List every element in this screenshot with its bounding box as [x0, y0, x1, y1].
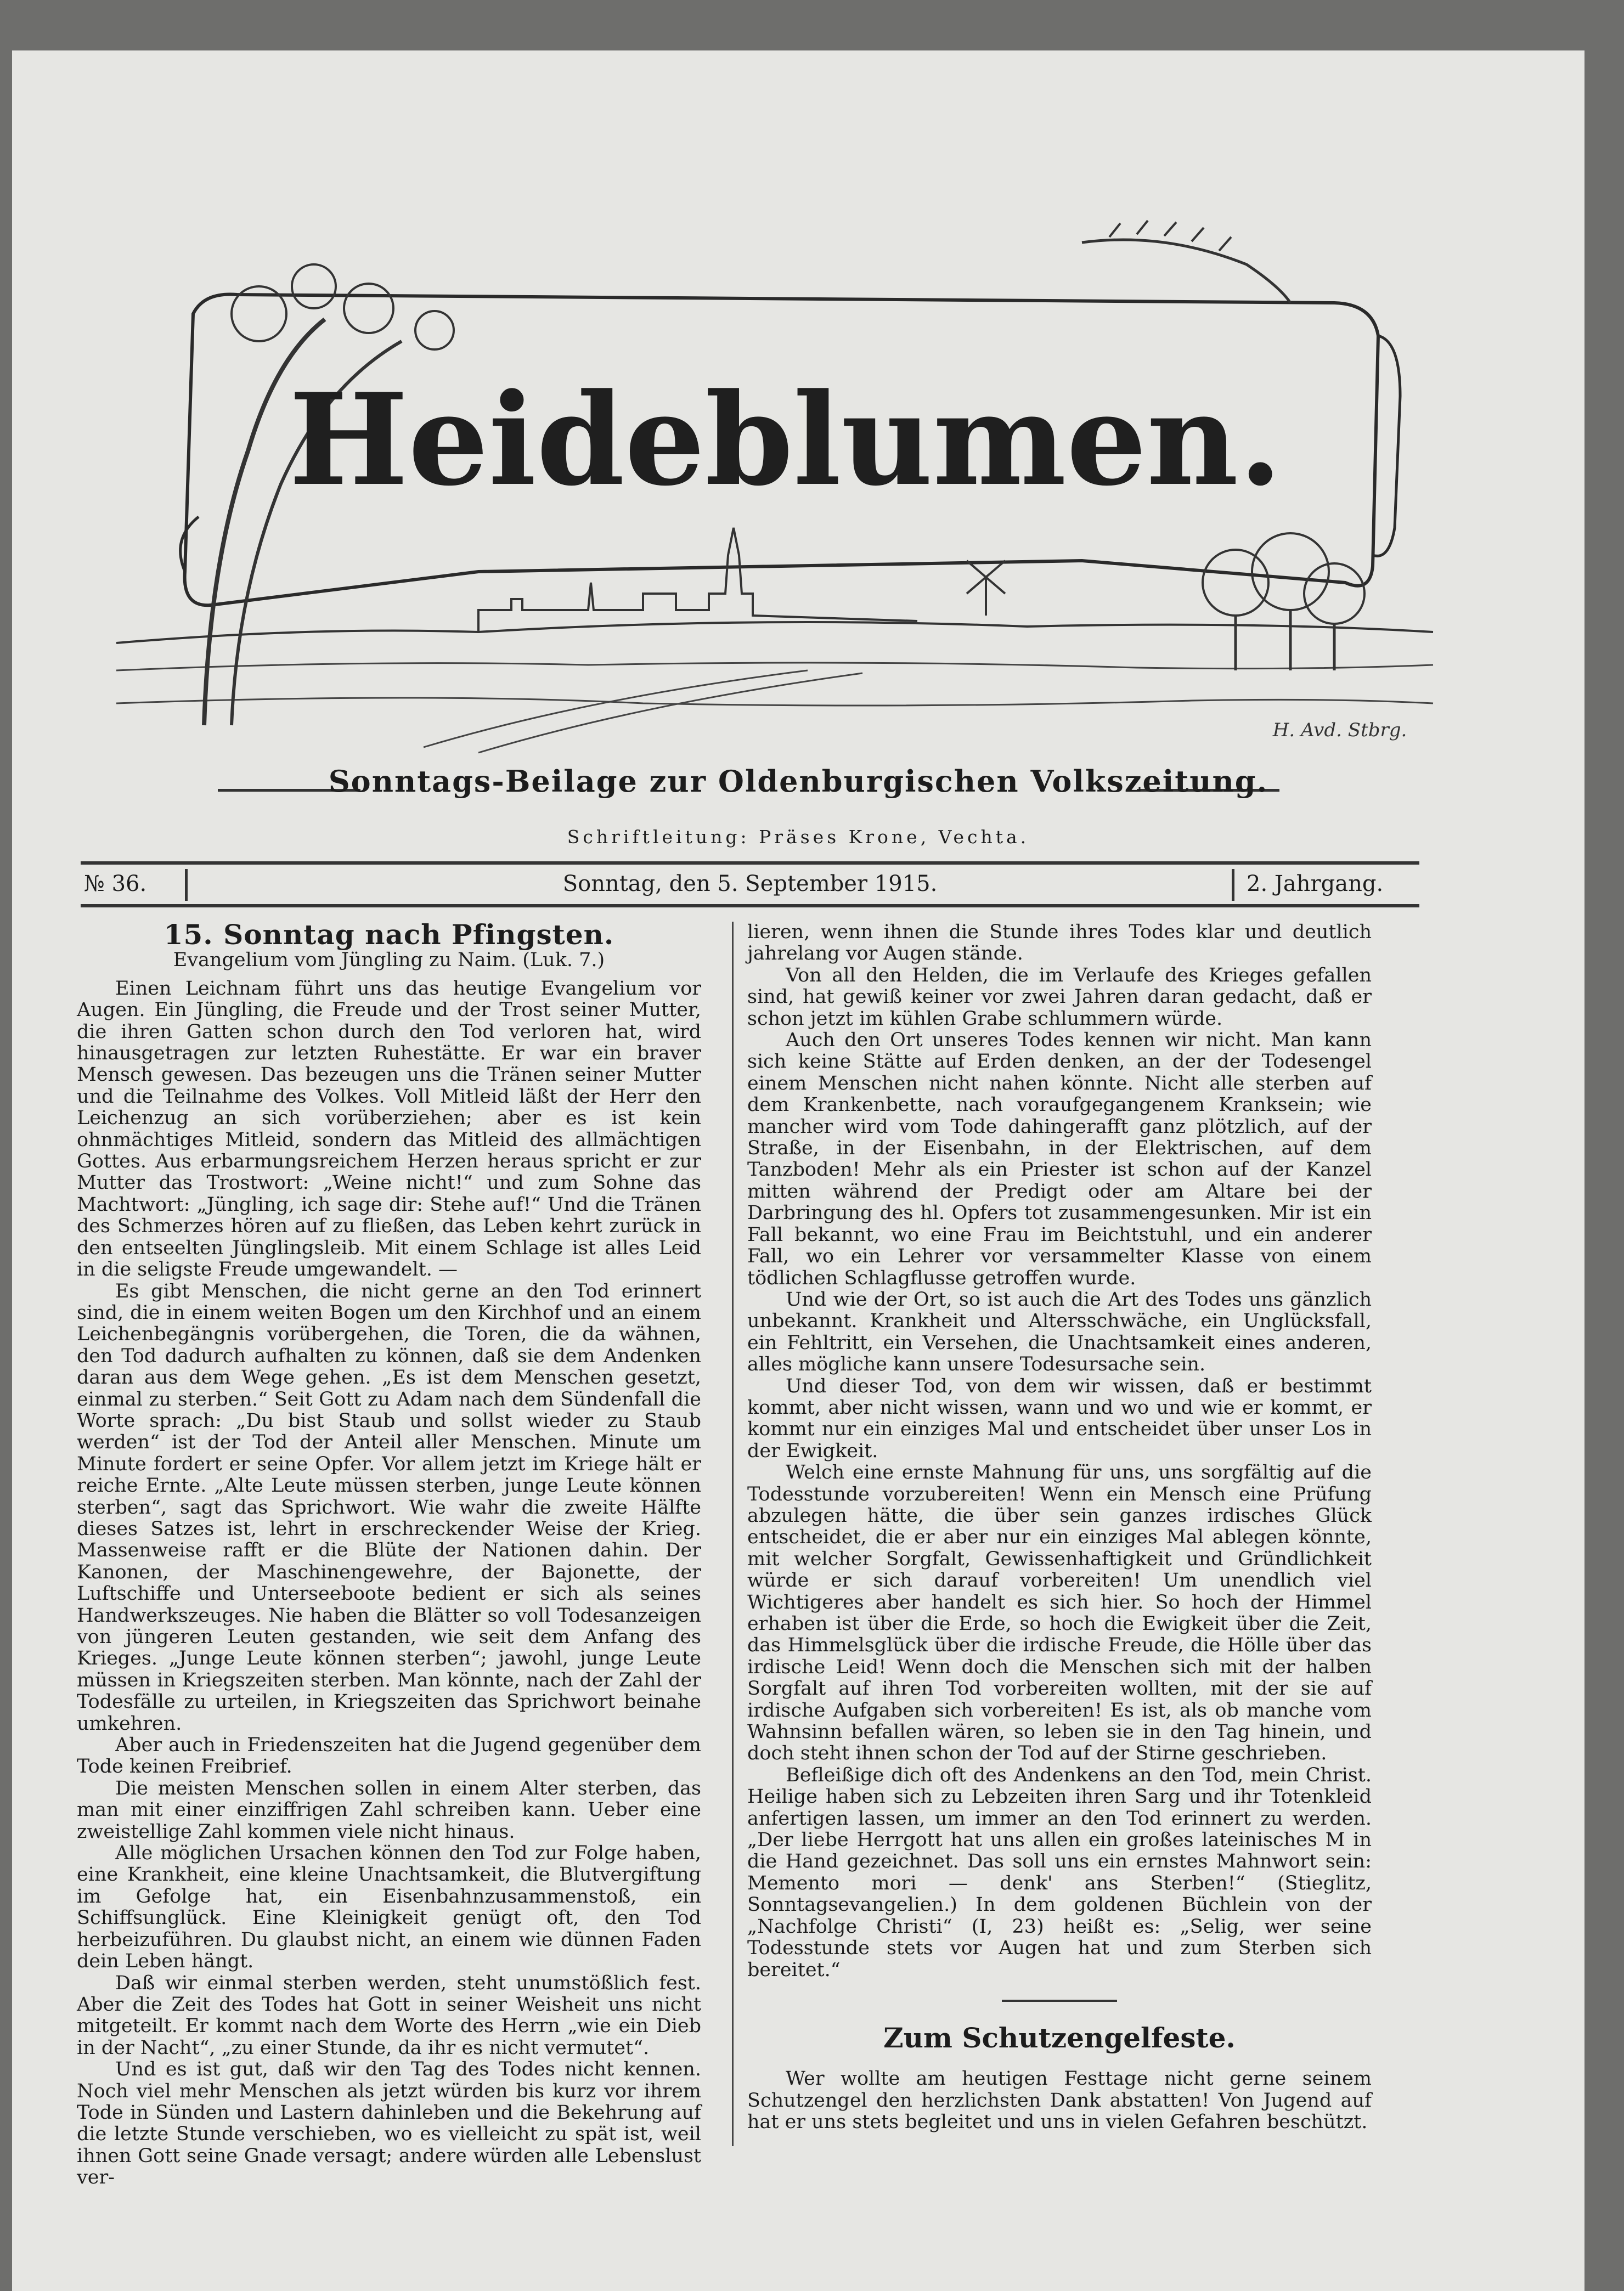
paragraph: Von all den Helden, die im Verlaufe des Krieges gefallen sind, hat gewiß keiner vor zwei Jahren daran gedacht, daß er schon jetzt im kühlen Grabe schlummern würde.	[747, 964, 1372, 1030]
artist-signature: H. Avd. Stbrg.	[1272, 719, 1407, 741]
paragraph: Einen Leichnam führt uns das heutige Evangelium vor Augen. Ein Jüngling, die Freude und der Trost seiner Mutter, die ihren Gatten schon durch den Tod verloren hat, wird hinausgetragen zur letzten Ruhestätte. Er war ein braver Mensch gewesen. Das bezeugen uns die Tränen seiner Mutter und die Teilnahme des Volkes. Voll Mitleid läßt der Herr den Leichenzug an sich vorüberziehen; aber es ist kein ohnmächtiges Mitleid, sondern das Mitleid des allmächtigen Gottes. Aus erbarmungsreichem Herzen heraus spricht er zur Mutter das Trostwort: „Weine nicht!“ und zum Sohne das Machtwort: „Jüngling, ich sage dir: Stehe auf!“ Und die Tränen des Schmerzes hören auf zu fließen, das Leben kehrt zurück in den entseelten Jünglingsleib. Mit einem Schlage ist alles Leid in die seligste Freude umgewandelt. —	[77, 977, 701, 1281]
subtitle: Sonntags-Beilage zur Oldenburgischen Volkszeitung.	[328, 764, 1268, 799]
paragraph: Daß wir einmal sterben werden, steht unumstößlich fest. Aber die Zeit des Todes hat Gott in seiner Weisheit uns nicht mitgeteilt. Er kommt nach dem Worte des Herrn „wie ein Dieb in der Nacht“, „zu einer Stunde, da ihr es nicht vermutet“.	[77, 1972, 701, 2059]
paragraph: Wer wollte am heutigen Festtage nicht gerne seinem Schutzengel den herzlichsten Dank abstatten! Von Jugend auf hat er uns stets begleitet und uns in vielen Gefahren beschützt.	[747, 2068, 1372, 2134]
masthead	[12, 50, 1584, 764]
article-heading: 15. Sonntag nach Pfingsten.	[163, 918, 614, 951]
paragraph: Befleißige dich oft des Andenkens an den Tod, mein Christ. Heilige haben sich zu Lebzeiten ihren Sarg und ihr Totenkleid anfertigen lassen, um immer an den Tod erinnert zu werden. „Der liebe Herrgott hat uns allen ein großes lateinisches M in die Hand gezeichnet. Das soll uns ein ernstes Mahnwort sein: Memento mori — denk' ans Sterben!“ (Stieglitz, Sonntagsevangelien.) In dem goldenen Büchlein von der „Nachfolge Christi“ (I, 23) heißt es: „Selig, wer seine Todesstunde stets vor Augen hat und zum Sterben sich bereitet.“	[747, 1764, 1372, 1981]
issue-date: Sonntag, den 5. September 1915.	[562, 871, 938, 896]
issue-number: № 36.	[84, 871, 147, 896]
issue-volume: 2. Jahrgang.	[1247, 871, 1384, 896]
right-column	[747, 922, 1372, 2134]
dateline-bar	[81, 861, 1419, 907]
paragraph: Die meisten Menschen sollen in einem Alter sterben, das man mit einer einziffrigen Zahl schreiben kann. Ueber eine zweistellige Zahl kommen viele nicht hinaus.	[77, 1777, 701, 1843]
masthead-illustration	[94, 177, 1455, 769]
paragraph: Welch eine ernste Mahnung für uns, uns sorgfältig auf die Todesstunde vorzubereiten! Wenn ein Mensch eine Prüfung abzulegen hätte, die über sein ganzes irdisches Glück entscheidet, die er aber nur ein einziges Mal ablegen könnte, mit welcher Sorgfalt, Gewissenhaftigkeit und Gründlichkeit würde er sich darauf vorbereiten! Um unendlich viel Wichtigeres aber handelt es sich hier. So hoch der Himmel erhaben ist über die Erde, so hoch die Ewigkeit über die Zeit, das Himmelsglück über die irdische Freude, die Hölle über das irdische Leid! Wenn doch die Menschen sich mit der halben Sorgfalt auf ihren Tod vorbereiten wollten, mit der sie auf irdische Aufgaben sich vorbereiten! Es ist, als ob manche vom Wahnsinn befallen wären, so leben sie in den Tag hinein, und doch steht ihnen schon der Tod auf der Stirne geschrieben.	[747, 1462, 1372, 1765]
paragraph-continuation: lieren, wenn ihnen die Stunde ihres Todes klar und deutlich jahrelang vor Augen stände.	[747, 921, 1372, 965]
paragraph: Auch den Ort unseres Todes kennen wir nicht. Man kann sich keine Stätte auf Erden denken, an der der Todesengel einem Menschen nicht nahen könnte. Nicht alle sterben auf dem Krankenbette, nach voraufgegangenem Kranksein; wie mancher wird vom Tode dahingerafft ganz plötzlich, auf der Straße, in der Eisenbahn, in der Elektrischen, auf dem Tanzboden! Mehr als ein Priester ist schon auf der Kanzel mitten während der Predigt oder am Altare bei der Darbringung des hl. Opfers tot zusammengesunken. Mir ist ein Fall bekannt, wo eine Frau im Beichtstuhl, und ein anderer Fall, wo ein Lehrer vor versammelter Klasse von einem tödlichen Schlagflusse getroffen wurde.	[747, 1029, 1372, 1289]
editor-line: Schriftleitung: Präses Krone, Vechta.	[567, 826, 1030, 848]
dateline-divider-right	[1232, 869, 1234, 901]
paragraph: Und es ist gut, daß wir den Tag des Todes nicht kennen. Noch viel mehr Menschen als jetzt würden bis kurz vor ihrem Tode in Sünden und Lastern dahinleben und die Bekehrung auf die letzte Stunde verschieben, wo es vielleicht zu spät ist, weil ihnen Gott seine Gnade versagt; andere würden alle Lebenslust ver-	[77, 2058, 701, 2189]
paragraph: Und dieser Tod, von dem wir wissen, daß er bestimmt kommt, aber nicht wissen, wann und wo und wie er kommt, er kommt nur ein einziges Mal und entscheidet über unser Los in der Ewigkeit.	[747, 1375, 1372, 1462]
gospel-reference: Evangelium vom Jüngling zu Naim. (Luk. 7.)	[173, 949, 605, 972]
section-rule	[1002, 2000, 1117, 2002]
newspaper-page	[12, 50, 1584, 2291]
left-column	[77, 918, 701, 2189]
masthead-title: Heideblumen.	[289, 366, 1283, 514]
paragraph: Aber auch in Friedenszeiten hat die Jugend gegenüber dem Tode keinen Freibrief.	[77, 1734, 701, 1778]
second-article-heading: Zum Schutzengelfeste.	[883, 2021, 1236, 2054]
subtitle-row	[12, 764, 1584, 808]
column-divider	[732, 922, 734, 2146]
paragraph: Und wie der Ort, so ist auch die Art des Todes uns gänzlich unbekannt. Krankheit und Altersschwäche, ein Unglücksfall, ein Fehltritt, ein Versehen, die Unachtsamkeit eines anderen, alles mögliche kann unsere Todesursache sein.	[747, 1288, 1372, 1376]
paragraph: Alle möglichen Ursachen können den Tod zur Folge haben, eine Krankheit, eine kleine Unachtsamkeit, die Blutvergiftung im Gefolge hat, ein Eisenbahnzusammenstoß, ein Schiffsunglück. Eine Kleinigkeit genügt oft, den Tod herbeizuführen. Du glaubst nicht, an einem wie dünnen Faden dein Leben hängt.	[77, 1842, 701, 1973]
paragraph: Es gibt Menschen, die nicht gerne an den Tod erinnert sind, die in einem weiten Bogen um den Kirchhof und an einem Leichenbegängnis vorübergehen, die Toren, die da wähnen, den Tod dadurch aufhalten zu können, daß sie dem Andenken daran aus dem Wege gehen. „Es ist dem Menschen gesetzt, einmal zu sterben.“ Seit Gott zu Adam nach dem Sündenfall die Worte sprach: „Du bist Staub und sollst wieder zu Staub werden“ ist der Tod der Anteil aller Menschen. Minute um Minute fordert er seine Opfer. Vor allem jetzt im Kriege hält er reiche Ernte. „Alte Leute müssen sterben, junge Leute können sterben“, sagt das Sprichwort. Wie wahr die zweite Hälfte dieses Satzes ist, lehrt in erschreckender Weise der Krieg. Massenweise rafft er die Blüte der Nationen dahin. Der Kanonen, der Maschinengewehre, der Bajonette, der Luftschiffe und Unterseeboote bedient er sich als seines Handwerkszeuges. Nie haben die Blätter so voll Todesanzeigen von jüngeren Leuten gestanden, wie seit dem Anfang des Krieges. „Junge Leute können sterben“; jawohl, junge Leute müssen in Kriegszeiten sterben. Man könnte, nach der Zahl der Todesfälle zu urteilen, in Kriegszeiten das Sprichwort beinahe umkehren.	[77, 1280, 701, 1735]
